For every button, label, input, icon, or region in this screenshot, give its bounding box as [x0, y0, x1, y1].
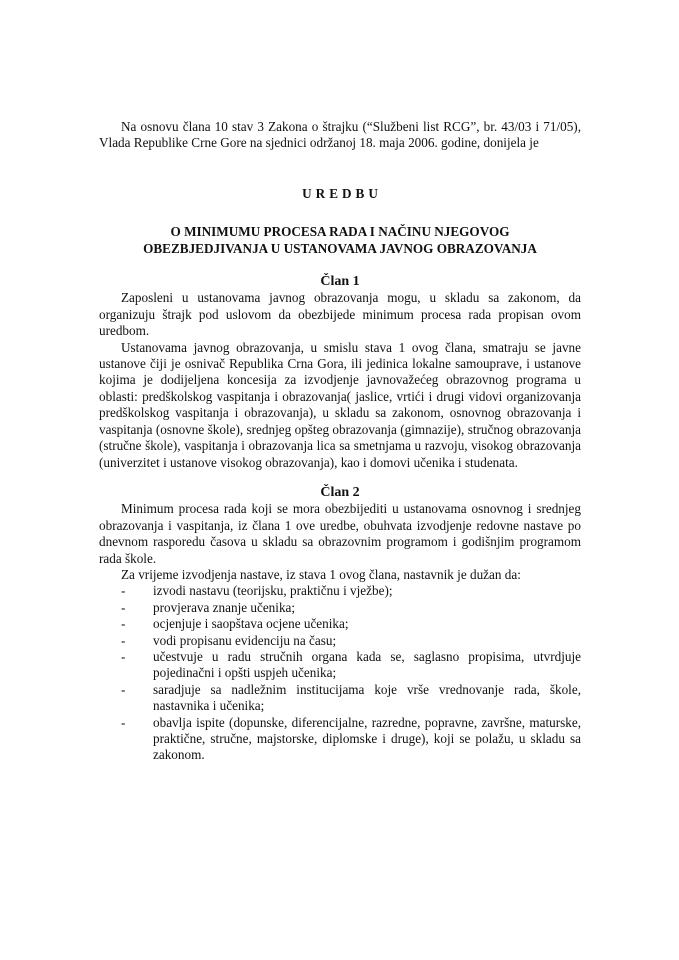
subtitle-line-1: O MINIMUMU PROCESA RADA I NAČINU NJEGOVOG: [170, 224, 510, 240]
article-1: [99, 274, 581, 471]
document-title: UREDBU: [302, 185, 382, 201]
duties-list: [99, 583, 581, 763]
dash-bullet: -: [121, 583, 126, 599]
article-2: [99, 485, 581, 764]
article-heading: Član 2: [320, 484, 360, 500]
article-paragraph: Zaposleni u ustanovama javnog obrazovanja mogu, u skladu sa zakonom, da organizuju štrajk pod uslovom da obezbijede minimum procesa rada propisan ovom uredbom.: [99, 290, 581, 339]
subtitle-line-2: OBEZBJEDJIVANJA U USTANOVAMA JAVNOG OBRAZOVANJA: [143, 240, 537, 256]
dash-bullet: -: [121, 714, 126, 730]
list-item: [99, 583, 581, 599]
article-paragraph: Minimum procesa rada koji se mora obezbijediti u ustanovama osnovnog i srednjeg obrazovanja i vaspitanja, iz člana 1 ove uredbe, obuhvata izvodjenje redovne nastave po dnevnom rasporedu časova u skladu sa obrazovnim programom i godišnjim programom rada škole.: [99, 501, 581, 566]
dash-bullet: -: [121, 632, 126, 648]
article-heading: Član 1: [320, 274, 360, 290]
dash-bullet: -: [121, 599, 126, 615]
list-item-text: vodi propisanu evidenciju na času;: [153, 632, 337, 648]
list-item-text: učestvuje u radu stručnih organa kada se, saglasno propisima, utvrdjuje pojedinačni i opšti uspjeh učenika;: [153, 648, 581, 681]
list-item-text: obavlja ispite (dopunske, diferencijalne, razredne, popravne, završne, maturske, praktične, stručne, majstorske, diplomske i druge), koji se polažu, u skladu sa zakonom.: [153, 714, 581, 763]
document-page: [99, 119, 581, 764]
article-paragraph: Za vrijeme izvodjenja nastave, iz stava 1 ovog člana, nastavnik je dužan da:: [121, 566, 521, 582]
list-item: [99, 682, 581, 715]
list-item-text: izvodi nastavu (teorijsku, praktičnu i vježbe);: [153, 583, 393, 599]
dash-bullet: -: [121, 681, 126, 697]
list-item: [99, 649, 581, 682]
list-item-text: saradjuje sa nadležnim institucijama koje vrše vrednovanje rada, škole, nastavnika i učenika;: [153, 681, 581, 714]
list-item-text: provjerava znanje učenika;: [153, 599, 296, 615]
document-subtitle: [99, 224, 581, 257]
list-item: [99, 600, 581, 616]
list-item-text: ocjenjuje i saopštava ocjene učenika;: [153, 616, 349, 632]
list-item: [99, 633, 581, 649]
dash-bullet: -: [121, 616, 126, 632]
list-item: [99, 715, 581, 764]
article-paragraph: Ustanovama javnog obrazovanja, u smislu stava 1 ovog člana, smatraju se javne ustanove čiji je osnivač Republika Crna Gora, ili jedinica lokalne samouprave, i ustanove kojima je dodijeljena koncesija za izvodjenje javnovažećeg obrazovnog programa u oblasti: predškolskog vaspitanja i obrazovanja( jaslice, vrtići i drugi vidovi organizovanja predškolskog vaspitanja i obrazovanja), u skladu sa zakonom, osnovnog obrazovanja i vaspitanja (osnovne škole), srednjeg opšteg obrazovanja (gimnazije), stručnog obrazovanja (stručne škole), vaspitanja i obrazovanja lica sa smetnjama u razvoju, visokog obrazovanja (univerzitet i ustanove visokog obrazovanja), kao i domovi učenika i studenata.: [99, 339, 581, 470]
list-item: [99, 616, 581, 632]
dash-bullet: -: [121, 648, 126, 664]
preamble: Na osnovu člana 10 stav 3 Zakona o štrajku (“Službeni list RCG”, br. 43/03 i 71/05), Vlada Republike Crne Gore na sjednici održanoj 18. maja 2006. godine, donijela je: [99, 119, 581, 151]
